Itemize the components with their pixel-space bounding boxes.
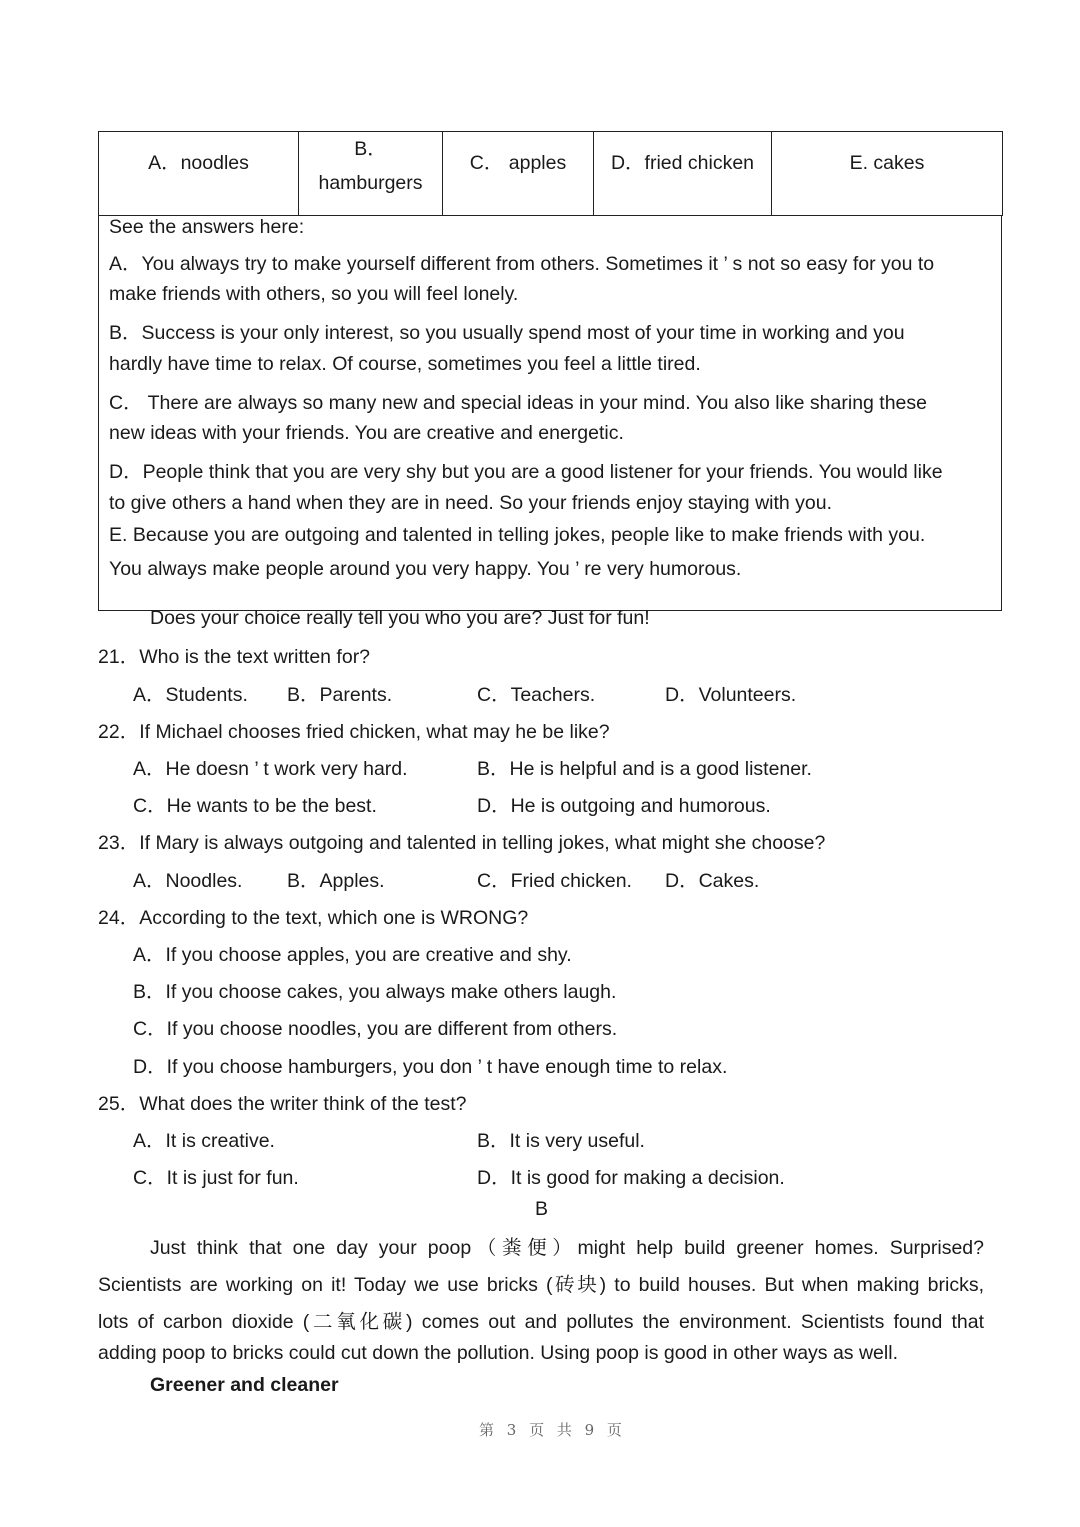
options-table xyxy=(98,131,1003,216)
question-23-stem: 23．If Mary is always outgoing and talented in telling jokes, what might she choose? xyxy=(98,832,826,854)
answer-line: new ideas with your friends. You are creative and energetic. xyxy=(109,422,624,444)
answer-line: D．People think that you are very shy but you are a good listener for your friends. You would like xyxy=(109,461,943,483)
q25-option-b: B．It is very useful. xyxy=(477,1130,645,1152)
q22-option-d: D．He is outgoing and humorous. xyxy=(477,795,771,817)
closing-line: Does your choice really tell you who you are? Just for fun! xyxy=(150,607,650,629)
option-e-cell: E. cakes xyxy=(772,132,1003,216)
question-22-stem: 22．If Michael chooses fried chicken, what may he be like? xyxy=(98,721,610,743)
page-footer: 第 3 页 共 9 页 xyxy=(479,1421,626,1439)
q24-option-b: B．If you choose cakes, you always make others laugh. xyxy=(133,981,617,1003)
q25-option-c: C．It is just for fun. xyxy=(133,1167,299,1189)
q21-option-a: A．Students. xyxy=(133,684,248,706)
answer-line: A．You always try to make yourself different from others. Sometimes it ’ s not so easy for you to xyxy=(109,253,935,275)
paragraph-line: Scientists are working on it! Today we use bricks (砖块) to build houses. But when making bricks, xyxy=(98,1274,984,1296)
q22-option-a: A．He doesn ’ t work very hard. xyxy=(133,758,408,780)
q24-option-c: C．If you choose noodles, you are different from others. xyxy=(133,1018,618,1040)
option-d-cell: D．fried chicken xyxy=(594,132,772,216)
answer-line: E. Because you are outgoing and talented in telling jokes, people like to make friends with you. xyxy=(109,524,926,546)
answer-line: C． There are always so many new and special ideas in your mind. You also like sharing these xyxy=(109,392,928,414)
paragraph-line: Just think that one day your poop（粪便）might help build greener homes. Surprised? xyxy=(150,1237,984,1259)
q24-option-d: D．If you choose hamburgers, you don ’ t have enough time to relax. xyxy=(133,1056,728,1078)
q23-option-d: D．Cakes. xyxy=(665,870,760,892)
answer-line: B．Success is your only interest, so you usually spend most of your time in working and you xyxy=(109,322,905,344)
q24-option-a: A．If you choose apples, you are creative and shy. xyxy=(133,944,572,966)
option-c-cell: C． apples xyxy=(443,132,594,216)
q21-option-c: C．Teachers. xyxy=(477,684,596,706)
q21-option-b: B．Parents. xyxy=(287,684,393,706)
question-24-stem: 24．According to the text, which one is WRONG? xyxy=(98,907,529,929)
paragraph-line: lots of carbon dioxide (二氧化碳) comes out and pollutes the environment. Scientists found that xyxy=(98,1311,984,1333)
q23-option-b: B．Apples. xyxy=(287,870,385,892)
q25-option-a: A．It is creative. xyxy=(133,1130,275,1152)
paragraph-line: adding poop to bricks could cut down the pollution. Using poop is good in other ways as well. xyxy=(98,1342,898,1364)
answers-box xyxy=(98,216,1002,611)
answers-header: See the answers here: xyxy=(109,216,305,238)
q23-option-a: A．Noodles. xyxy=(133,870,243,892)
answer-line: You always make people around you very happy. You ’ re very humorous. xyxy=(109,558,742,580)
subheading: Greener and cleaner xyxy=(150,1374,339,1396)
section-b-heading: B xyxy=(535,1198,549,1220)
option-b-cell: B． hamburgers xyxy=(299,132,443,216)
q21-option-d: D．Volunteers. xyxy=(665,684,797,706)
q25-option-d: D．It is good for making a decision. xyxy=(477,1167,785,1189)
answer-line: hardly have time to relax. Of course, sometimes you feel a little tired. xyxy=(109,353,701,375)
q22-option-b: B．He is helpful and is a good listener. xyxy=(477,758,812,780)
question-21-stem: 21．Who is the text written for? xyxy=(98,646,371,668)
answer-line: to give others a hand when they are in need. So your friends enjoy staying with you. xyxy=(109,492,833,514)
question-25-stem: 25．What does the writer think of the test? xyxy=(98,1093,467,1115)
q22-option-c: C．He wants to be the best. xyxy=(133,795,377,817)
answer-line: make friends with others, so you will feel lonely. xyxy=(109,283,519,305)
q23-option-c: C．Fried chicken. xyxy=(477,870,632,892)
option-a-cell: A．noodles xyxy=(99,132,299,216)
